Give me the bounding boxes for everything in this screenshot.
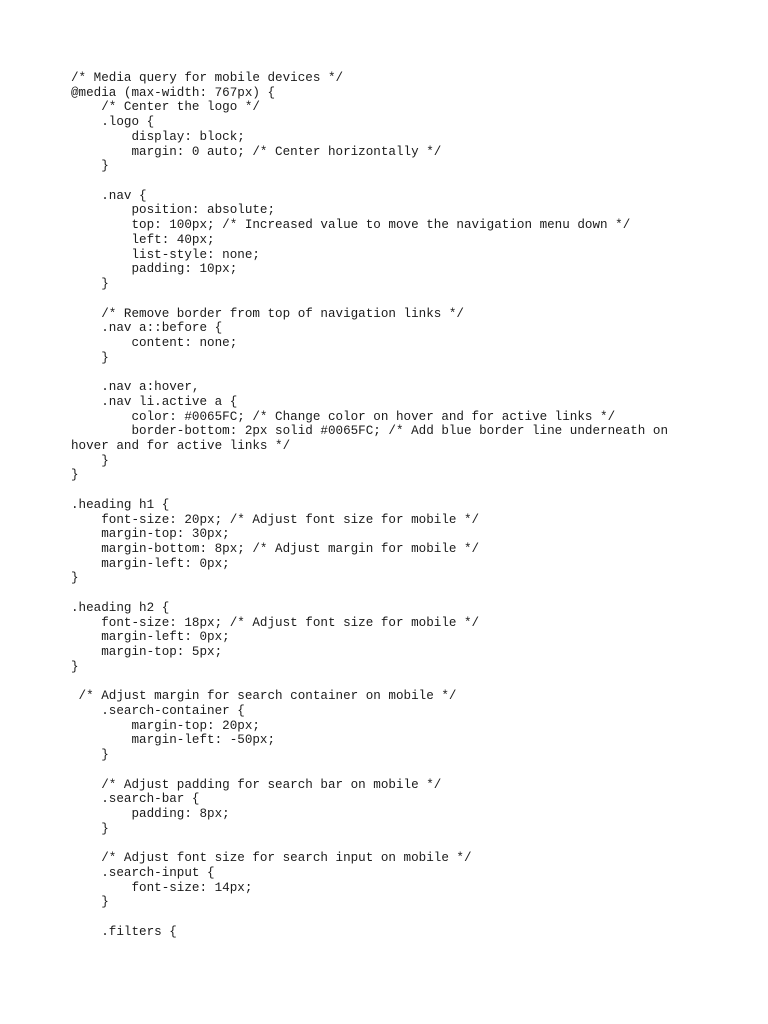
code-line [71, 365, 731, 380]
code-line: /* Adjust padding for search bar on mobile */ [71, 777, 442, 792]
code-line: top: 100px; /* Increased value to move the navigation menu down */ [71, 218, 631, 233]
code-line: .nav a:hover, [71, 380, 200, 395]
code-line: left: 40px; [71, 232, 215, 247]
code-line: margin-left: 0px; [71, 630, 230, 645]
code-line: display: block; [71, 129, 245, 144]
code-line [71, 836, 731, 851]
code-line: margin-left: -50px; [71, 733, 276, 748]
code-line: } [71, 659, 79, 674]
code-block [71, 71, 731, 939]
code-line: /* Adjust font size for search input on mobile */ [71, 851, 472, 866]
code-line: } [71, 159, 109, 174]
code-line: content: none; [71, 335, 238, 350]
code-line: } [71, 277, 109, 292]
code-line: /* Media query for mobile devices */ [71, 71, 344, 85]
code-line: position: absolute; [71, 203, 276, 218]
code-line: .nav a::before { [71, 321, 223, 336]
code-line [71, 763, 731, 778]
code-line: font-size: 14px; [71, 880, 253, 895]
code-line: margin-top: 5px; [71, 645, 223, 660]
code-line [71, 586, 731, 601]
code-line: .heading h2 { [71, 600, 170, 615]
code-line: } [71, 453, 109, 468]
code-line: } [71, 748, 109, 763]
code-line: hover and for active links */ [71, 438, 291, 453]
code-line: list-style: none; [71, 247, 260, 262]
code-line [71, 674, 731, 689]
code-line: padding: 10px; [71, 262, 238, 277]
code-line: margin-top: 30px; [71, 527, 230, 542]
code-line [71, 174, 731, 189]
code-line: .search-input { [71, 865, 215, 880]
code-line: margin-bottom: 8px; /* Adjust margin for mobile */ [71, 542, 480, 556]
code-line: margin: 0 auto; /* Center horizontally */ [71, 144, 442, 159]
code-line [71, 910, 731, 925]
code-line: .filters { [71, 924, 177, 939]
code-line: .nav li.active a { [71, 394, 238, 409]
code-line: margin-left: 0px; [71, 556, 230, 571]
code-line: /* Remove border from top of navigation links */ [71, 306, 464, 321]
code-line: .nav { [71, 188, 147, 203]
code-line: } [71, 350, 109, 365]
code-line: font-size: 18px; /* Adjust font size for mobile */ [71, 615, 480, 630]
code-line: } [71, 571, 79, 586]
code-line: /* Adjust margin for search container on mobile */ [71, 689, 457, 704]
code-line: padding: 8px; [71, 806, 230, 821]
code-line [71, 292, 731, 307]
code-line: /* Center the logo */ [71, 100, 260, 115]
code-line: .logo { [71, 115, 155, 130]
code-line [71, 483, 731, 498]
code-line: } [71, 468, 79, 483]
code-line: @media (max-width: 767px) { [71, 85, 276, 100]
code-line: color: #0065FC; /* Change color on hover and for active links */ [71, 409, 616, 424]
code-line: } [71, 821, 109, 836]
code-line: } [71, 895, 109, 910]
code-line: .heading h1 { [71, 497, 170, 512]
code-line: .search-container { [71, 703, 245, 718]
code-line: border-bottom: 2px solid #0065FC; /* Add blue border line underneath on [71, 424, 669, 439]
code-line: .search-bar { [71, 792, 200, 807]
code-line: font-size: 20px; /* Adjust font size for mobile */ [71, 512, 480, 527]
code-line: margin-top: 20px; [71, 718, 260, 733]
